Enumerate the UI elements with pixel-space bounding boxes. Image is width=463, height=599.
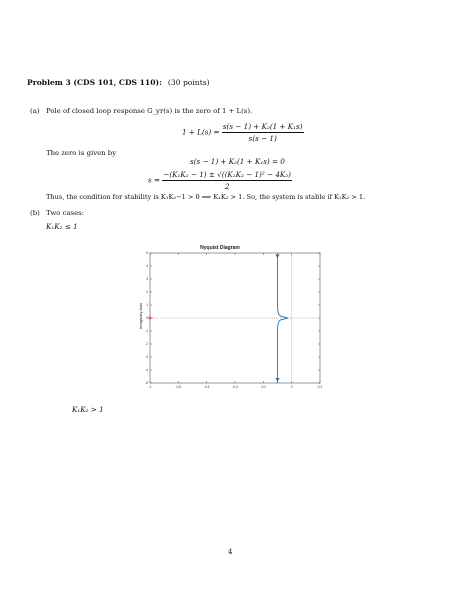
eq3-denominator: 2 — [224, 182, 230, 191]
part-a-label: (a) — [30, 107, 40, 115]
y-tick-label: 2 — [146, 290, 148, 295]
x-tick-label: -0.6 — [203, 385, 210, 389]
y-tick-label: -1 — [145, 329, 148, 334]
y-tick-label: -4 — [145, 368, 148, 373]
part-b-label: (b) — [30, 209, 40, 217]
equation-3 — [148, 170, 292, 191]
y-tick-label: 0 — [146, 316, 148, 321]
equation-1 — [182, 122, 304, 143]
y-tick-label: -2 — [145, 342, 148, 347]
eq1-denominator: s(s − 1) — [248, 134, 277, 143]
eq3-fraction — [162, 170, 292, 191]
y-tick-label: 3 — [146, 277, 148, 282]
y-tick-label: -3 — [145, 355, 148, 360]
x-tick-label: -0.2 — [260, 385, 267, 389]
eq3-numerator: −(K₁K₂ − 1) ± √((K₁K₂ − 1)² − 4K₂) — [163, 170, 291, 179]
part-b-text: Two cases: — [46, 209, 85, 217]
x-tick-label: 0 — [290, 385, 293, 389]
y-axis-label: Imaginary Axis — [138, 302, 143, 330]
eq1-fraction — [222, 122, 304, 143]
zero-intro: The zero is given by — [46, 149, 117, 157]
y-tick-label: 4 — [146, 264, 148, 269]
y-tick-label: 5 — [146, 251, 148, 256]
problem-points: (30 points) — [167, 78, 210, 87]
eq3-lhs: s = — [148, 175, 160, 185]
page-number: 4 — [228, 548, 233, 556]
part-a-text: Pole of closed loop response G_yr(s) is the zero of 1 + L(s). — [46, 107, 253, 115]
problem-title — [27, 78, 210, 87]
chart-title: Nyquist Diagram — [200, 245, 240, 251]
eq1-numerator: s(s − 1) + K₂(1 + K₁s) — [222, 122, 303, 131]
y-tick-label: 1 — [146, 303, 148, 308]
nyquist-chart — [120, 238, 325, 398]
x-tick-label: 0.2 — [317, 385, 323, 389]
problem-heading: Problem 3 (CDS 101, CDS 110): — [27, 78, 162, 87]
case-1-label: K₁K₂ ≤ 1 — [46, 222, 78, 231]
x-tick-label: -0.8 — [175, 385, 182, 389]
y-tick-label: -5 — [145, 381, 148, 386]
eq1-lhs: 1 + L(s) = — [182, 127, 220, 137]
stability-conclusion: Thus, the condition for stability is K₁K₂−1 > 0 ⟹ K₁K₂ > 1. So, the system is stable if K₁K₂ > 1. — [46, 193, 366, 201]
x-tick-label: -0.4 — [232, 385, 238, 389]
x-tick-label: -1 — [148, 385, 152, 389]
equation-2: s(s − 1) + K₂(1 + K₁s) = 0 — [190, 157, 285, 166]
case-2-label: K₁K₂ > 1 — [72, 405, 104, 414]
